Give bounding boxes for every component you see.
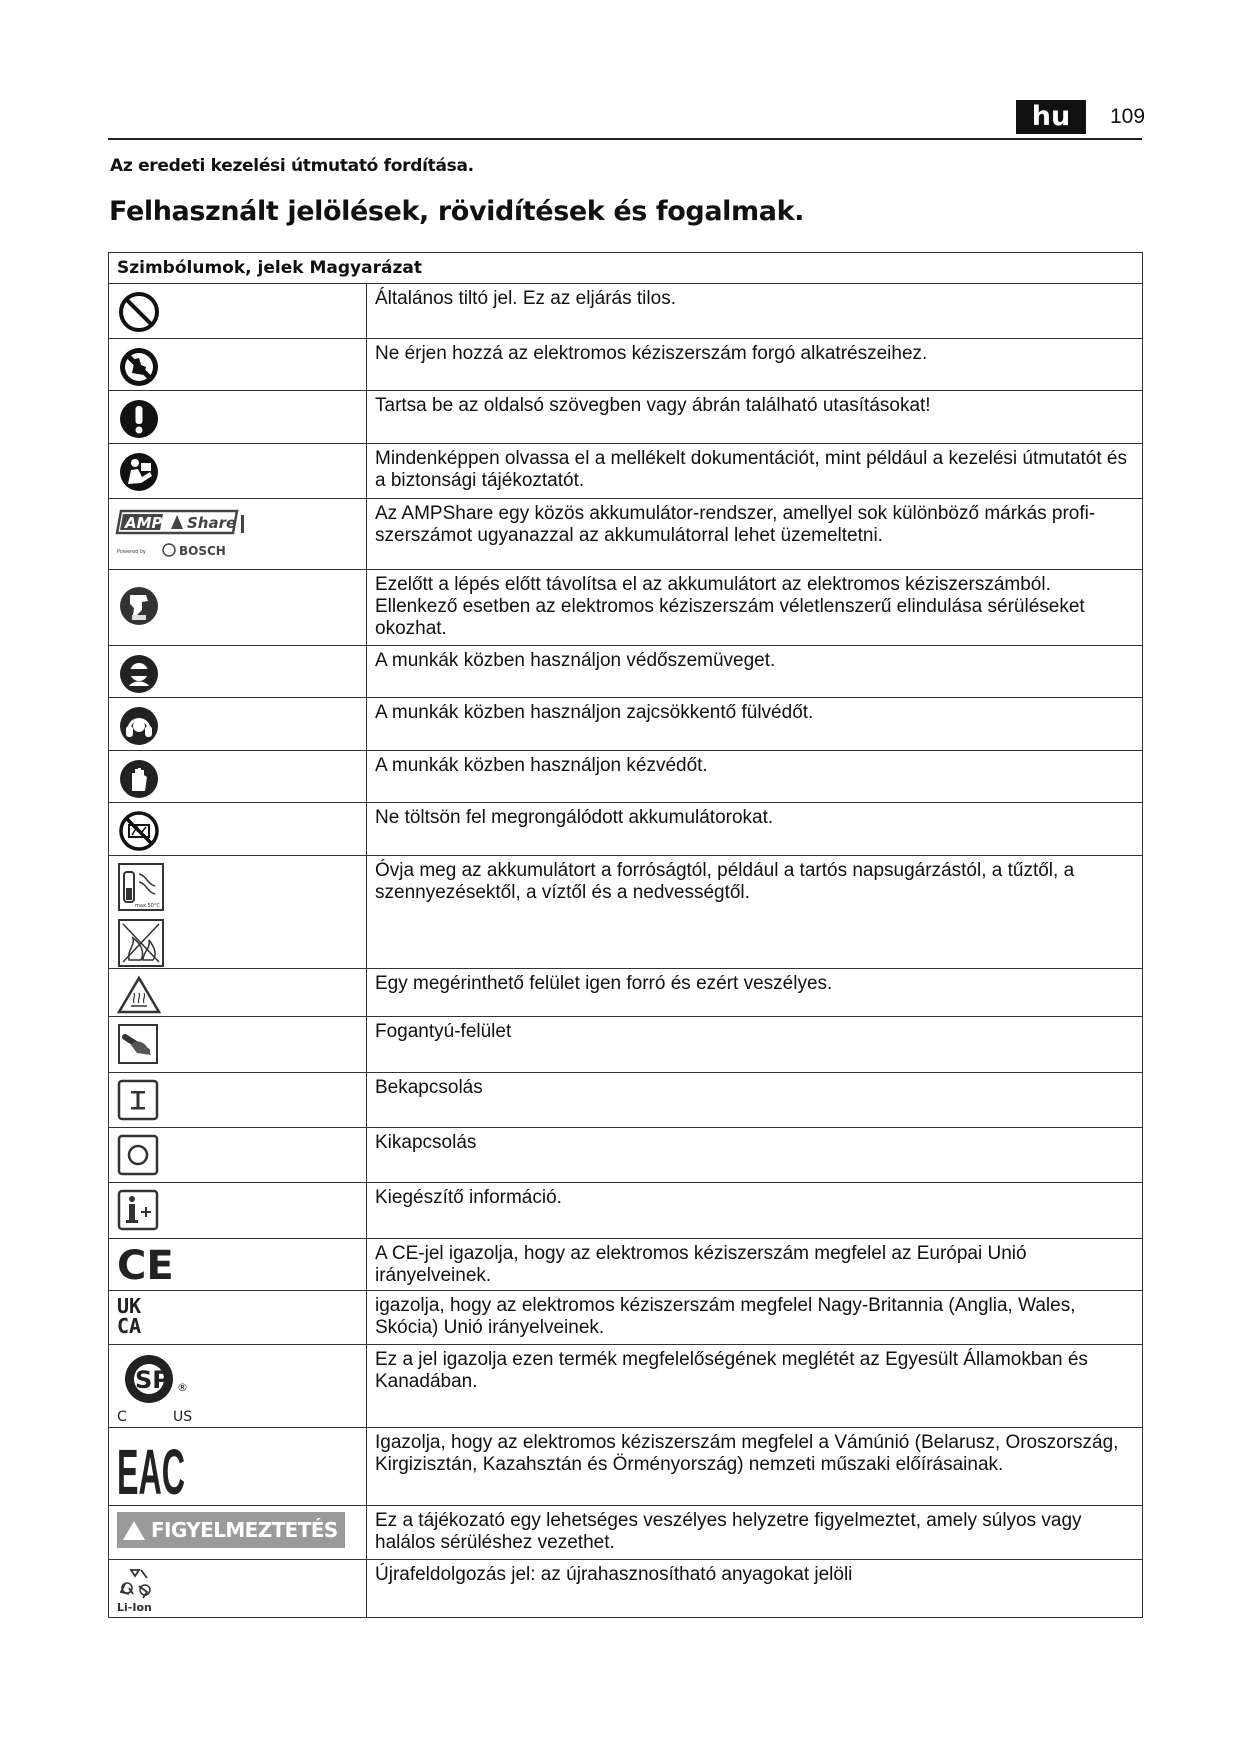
explanation-cell: Ezelőtt a lépés előtt távolítsa el az akkumulátort az elektromos kéziszerszámból. Ellenkező esetben az elektromos kéziszerszám véletlenszerű elindulása sérüléseket okozhat.: [367, 570, 1143, 646]
symbol-cell: [109, 1183, 367, 1239]
warning-triangle-icon: [123, 1521, 145, 1540]
symbol-cell: [109, 1345, 367, 1428]
explanation-cell: Ez a tájékozató egy lehetséges veszélyes helyzetre figyelmeztet, amely súlyos vagy halálos sérüléshez vezethet.: [367, 1506, 1143, 1560]
symbol-cell: [109, 1128, 367, 1183]
bosch-text: BOSCH: [179, 544, 226, 558]
csa-mark-icon: [117, 1349, 207, 1425]
uk-text: UK: [117, 1294, 142, 1318]
symbol-cell: [109, 391, 367, 444]
csa-reg-mark: ®: [177, 1381, 188, 1394]
read-manual-icon: [117, 450, 161, 494]
page-number: 109: [1110, 105, 1146, 128]
explanation-cell: Ne érjen hozzá az elektromos kéziszerszám forgó alkatrészeihez.: [367, 339, 1143, 391]
eac-mark-icon: [117, 1432, 197, 1508]
symbol-cell: [109, 499, 367, 570]
table-row: [109, 969, 1143, 1017]
symbol-cell: [109, 646, 367, 698]
symbols-table: [108, 252, 1143, 1618]
table-row: [109, 1428, 1143, 1506]
table-row: [109, 1183, 1143, 1239]
symbol-cell: [109, 803, 367, 856]
table-row: [109, 1560, 1143, 1618]
remove-battery-icon: [117, 584, 161, 628]
explanation-cell: Kikapcsolás: [367, 1128, 1143, 1183]
page-title: Felhasznált jelölések, rövidítések és fogalmak.: [109, 196, 804, 227]
ukca-mark-icon: [117, 1295, 157, 1339]
do-not-touch-rotating-parts-icon: [117, 345, 161, 389]
ear-protection-icon: [117, 704, 161, 748]
ce-mark-icon: [117, 1241, 177, 1289]
ampshare-logo: [117, 505, 257, 561]
table-row: [109, 1128, 1143, 1183]
csa-sp-text: SP: [135, 1366, 170, 1394]
table-row: [109, 1506, 1143, 1560]
symbol-cell: [109, 1506, 367, 1560]
table-row: [109, 1291, 1143, 1345]
table-row: [109, 698, 1143, 751]
ca-text: CA: [117, 1314, 142, 1338]
exclamation-icon: [117, 397, 161, 441]
header-symbols: Szimbólumok, jelek: [117, 258, 304, 278]
table-header: [109, 253, 1143, 284]
ampshare-amp-text: AMP: [125, 514, 163, 532]
table-row: [109, 391, 1143, 444]
table-row: [109, 570, 1143, 646]
symbol-cell: [109, 339, 367, 391]
symbol-cell: [109, 1560, 367, 1618]
gloves-icon: [117, 757, 161, 801]
table-row: [109, 1345, 1143, 1428]
ampshare-powered-by: Powered by: [117, 549, 146, 555]
power-on-icon: [117, 1079, 161, 1123]
explanation-cell: Újrafeldolgozás jel: az újrahasznosítható anyagokat jelöli: [367, 1560, 1143, 1618]
symbol-cell: [109, 698, 367, 751]
symbol-cell: [109, 1017, 367, 1073]
table-row: [109, 339, 1143, 391]
table-row: [109, 1017, 1143, 1073]
explanation-cell: Általános tiltó jel. Ez az eljárás tilos.: [367, 284, 1143, 339]
table-row: [109, 284, 1143, 339]
explanation-cell: Mindenképpen olvassa el a mellékelt dokumentációt, mint például a kezelési útmutatót és a biztonsági tájékoztatót.: [367, 444, 1143, 499]
symbol-cell: [109, 284, 367, 339]
safety-goggles-icon: [117, 652, 161, 696]
header-explanation: Magyarázat: [309, 258, 422, 278]
symbol-cell: [109, 1428, 367, 1506]
explanation-cell: Az AMPShare egy közös akkumulátor-rendszer, amellyel sok különböző márkás profi-szerszámot ugyanazzal az akkumulátorral lehet üzemeltetni.: [367, 499, 1143, 570]
table-row: [109, 444, 1143, 499]
symbol-cell: [109, 1291, 367, 1345]
explanation-cell: Tartsa be az oldalsó szövegben vagy ábrán található utasításokat!: [367, 391, 1143, 444]
csa-c-text: C: [117, 1409, 127, 1425]
table-header-row: [109, 253, 1143, 284]
ce-text: CE: [117, 1243, 174, 1289]
explanation-cell: Fogantyú-felület: [367, 1017, 1143, 1073]
explanation-cell: Kiegészítő információ.: [367, 1183, 1143, 1239]
table-row: [109, 499, 1143, 570]
no-damaged-battery-charging-icon: [117, 809, 161, 853]
explanation-cell: Ez a jel igazolja ezen termék megfelelőségének meglétét az Egyesült Államokban és Kanadában.: [367, 1345, 1143, 1428]
recycling-li-ion-icon: [117, 1564, 161, 1614]
page-header: [108, 96, 1146, 140]
explanation-cell: A munkák közben használjon kézvédőt.: [367, 751, 1143, 803]
language-badge: hu: [1016, 100, 1086, 134]
explanation-cell: Ne töltsön fel megrongálódott akkumulátorokat.: [367, 803, 1143, 856]
translation-note: Az eredeti kezelési útmutató fordítása.: [110, 156, 474, 176]
table-row: [109, 1073, 1143, 1128]
explanation-cell: A munkák közben használjon zajcsökkentő fülvédőt.: [367, 698, 1143, 751]
symbol-cell: [109, 751, 367, 803]
symbol-cell: [109, 969, 367, 1017]
prohibition-icon: [117, 290, 161, 334]
warning-label-icon: [117, 1512, 345, 1548]
table-row: [109, 856, 1143, 969]
ampshare-share-text: Share: [187, 514, 237, 532]
grip-surface-icon: [117, 1023, 161, 1067]
explanation-cell: Bekapcsolás: [367, 1073, 1143, 1128]
power-off-icon: [117, 1134, 161, 1178]
battery-protect-icon: [117, 862, 167, 968]
max-temp-label: max.50°C: [135, 903, 160, 909]
table-row: [109, 1239, 1143, 1291]
symbol-cell: [109, 570, 367, 646]
table-row: [109, 646, 1143, 698]
explanation-cell: A munkák közben használjon védőszemüveget.: [367, 646, 1143, 698]
explanation-cell: Óvja meg az akkumulátort a forróságtól, például a tartós napsugárzástól, a tűztől, a szennyezésektől, a víztől és a nedvességtől.: [367, 856, 1143, 969]
table-row: [109, 803, 1143, 856]
symbol-cell: [109, 856, 367, 969]
explanation-cell: A CE-jel igazolja, hogy az elektromos kéziszerszám megfelel az Európai Unió irányelveinek.: [367, 1239, 1143, 1291]
symbol-cell: [109, 1073, 367, 1128]
eac-text: EAC: [117, 1436, 185, 1508]
li-ion-text: Li-Ion: [117, 1601, 152, 1614]
info-icon: [117, 1189, 161, 1233]
explanation-cell: Egy megérinthető felület igen forró és ezért veszélyes.: [367, 969, 1143, 1017]
table-row: [109, 751, 1143, 803]
csa-us-text: US: [173, 1409, 193, 1425]
explanation-cell: Igazolja, hogy az elektromos kéziszerszám megfelel a Vámúnió (Belarusz, Oroszország, Kirgizisztán, Kazahsztán és Örményország) nemzeti műszaki előírásainak.: [367, 1428, 1143, 1506]
symbol-cell: [109, 444, 367, 499]
explanation-cell: igazolja, hogy az elektromos kéziszerszám megfelel Nagy-Britannia (Anglia, Wales, Skócia) Unió irányelveinek.: [367, 1291, 1143, 1345]
symbol-cell: [109, 1239, 367, 1291]
hot-surface-icon: [117, 975, 161, 1015]
warning-label-text: FIGYELMEZTETÉS: [151, 1518, 338, 1542]
